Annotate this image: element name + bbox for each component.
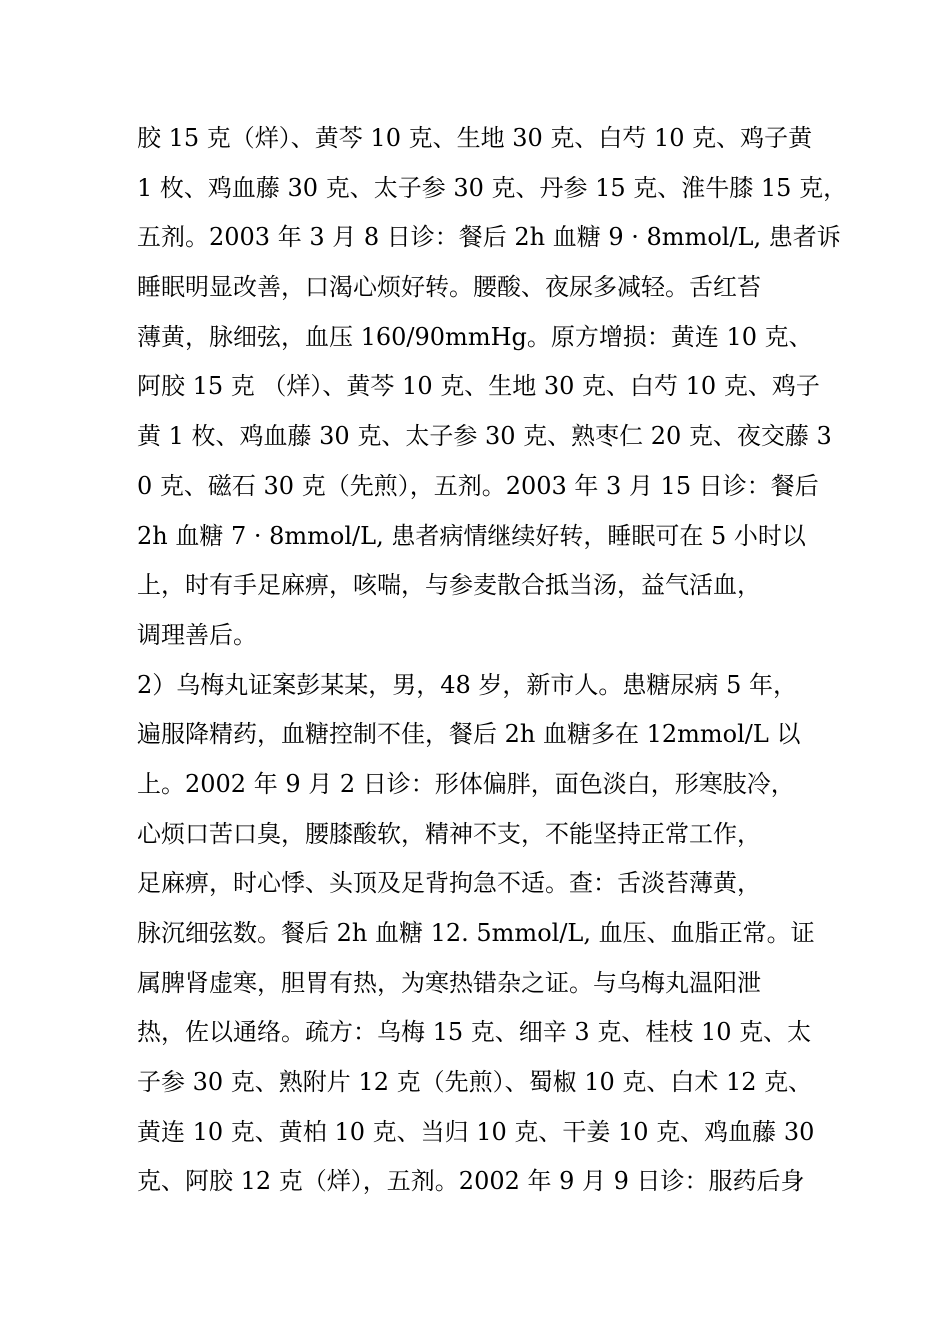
text-line: 足麻痹，时心悸、头顶及足背拘急不适。查：舌淡苔薄黄，	[137, 869, 761, 898]
text-line: 热，佐以通络。疏方：乌梅 15 克、细辛 3 克、桂枝 10 克、太	[137, 1018, 812, 1047]
text-line: 子参 30 克、熟附片 12 克（先煎）、蜀椒 10 克、白术 12 克、	[137, 1068, 813, 1097]
text-line: 心烦口苦口臭，腰膝酸软，精神不支，不能坚持正常工作，	[137, 819, 761, 848]
text-line: 调理善后。	[137, 620, 257, 649]
text-line: 胶 15 克（烊）、黄芩 10 克、生地 30 克、白芍 10 克、鸡子黄	[137, 124, 813, 152]
text-line: 睡眠明显改善，口渴心烦好转。腰酸、夜尿多减轻。舌红苔	[137, 273, 761, 302]
text-line: 黄 1 枚、鸡血藤 30 克、太子参 30 克、熟枣仁 20 克、夜交藤 3	[137, 422, 832, 451]
text-line: 阿胶 15 克 （烊）、黄芩 10 克、生地 30 克、白芍 10 克、鸡子	[137, 372, 820, 401]
text-line: 脉沉细弦数。餐后 2h 血糖 12. 5mmol/L, 血压、血脂正常。证	[137, 919, 815, 947]
text-line: 属脾肾虚寒，胆胃有热，为寒热错杂之证。与乌梅丸温阳泄	[137, 968, 761, 997]
text-line: 2）乌梅丸证案彭某某，男，48 岁，新市人。患糖尿病 5 年，	[137, 670, 797, 699]
text-line: 黄连 10 克、黄柏 10 克、当归 10 克、干姜 10 克、鸡血藤 30	[137, 1117, 815, 1146]
text-line: 1 枚、鸡血藤 30 克、太子参 30 克、丹参 15 克、淮牛膝 15 克，	[137, 173, 848, 202]
text-line: 上。2002 年 9 月 2 日诊：形体偏胖，面色淡白，形寒肢冷，	[137, 769, 795, 798]
text-line: 五剂。2003 年 3 月 8 日诊：餐后 2h 血糖 9 · 8mmol/L, 患者诉	[137, 223, 841, 252]
text-line: 0 克、磁石 30 克（先煎），五剂。2003 年 3 月 15 日诊：餐后	[137, 471, 819, 500]
text-line: 2h 血糖 7 · 8mmol/L, 患者病情继续好转，睡眠可在 5 小时以	[137, 521, 806, 550]
text-line: 遍服降精药，血糖控制不佳，餐后 2h 血糖多在 12mmol/L 以	[137, 720, 801, 749]
text-line: 薄黄，脉细弦，血压 160/90mmHg。原方增损：黄连 10 克、	[137, 322, 813, 351]
text-line: 克、阿胶 12 克（烊），五剂。2002 年 9 月 9 日诊：服药后身	[137, 1167, 805, 1196]
text-line: 上，时有手足麻痹，咳喘，与参麦散合抵当汤，益气活血，	[137, 571, 761, 600]
body-text	[137, 114, 848, 1207]
